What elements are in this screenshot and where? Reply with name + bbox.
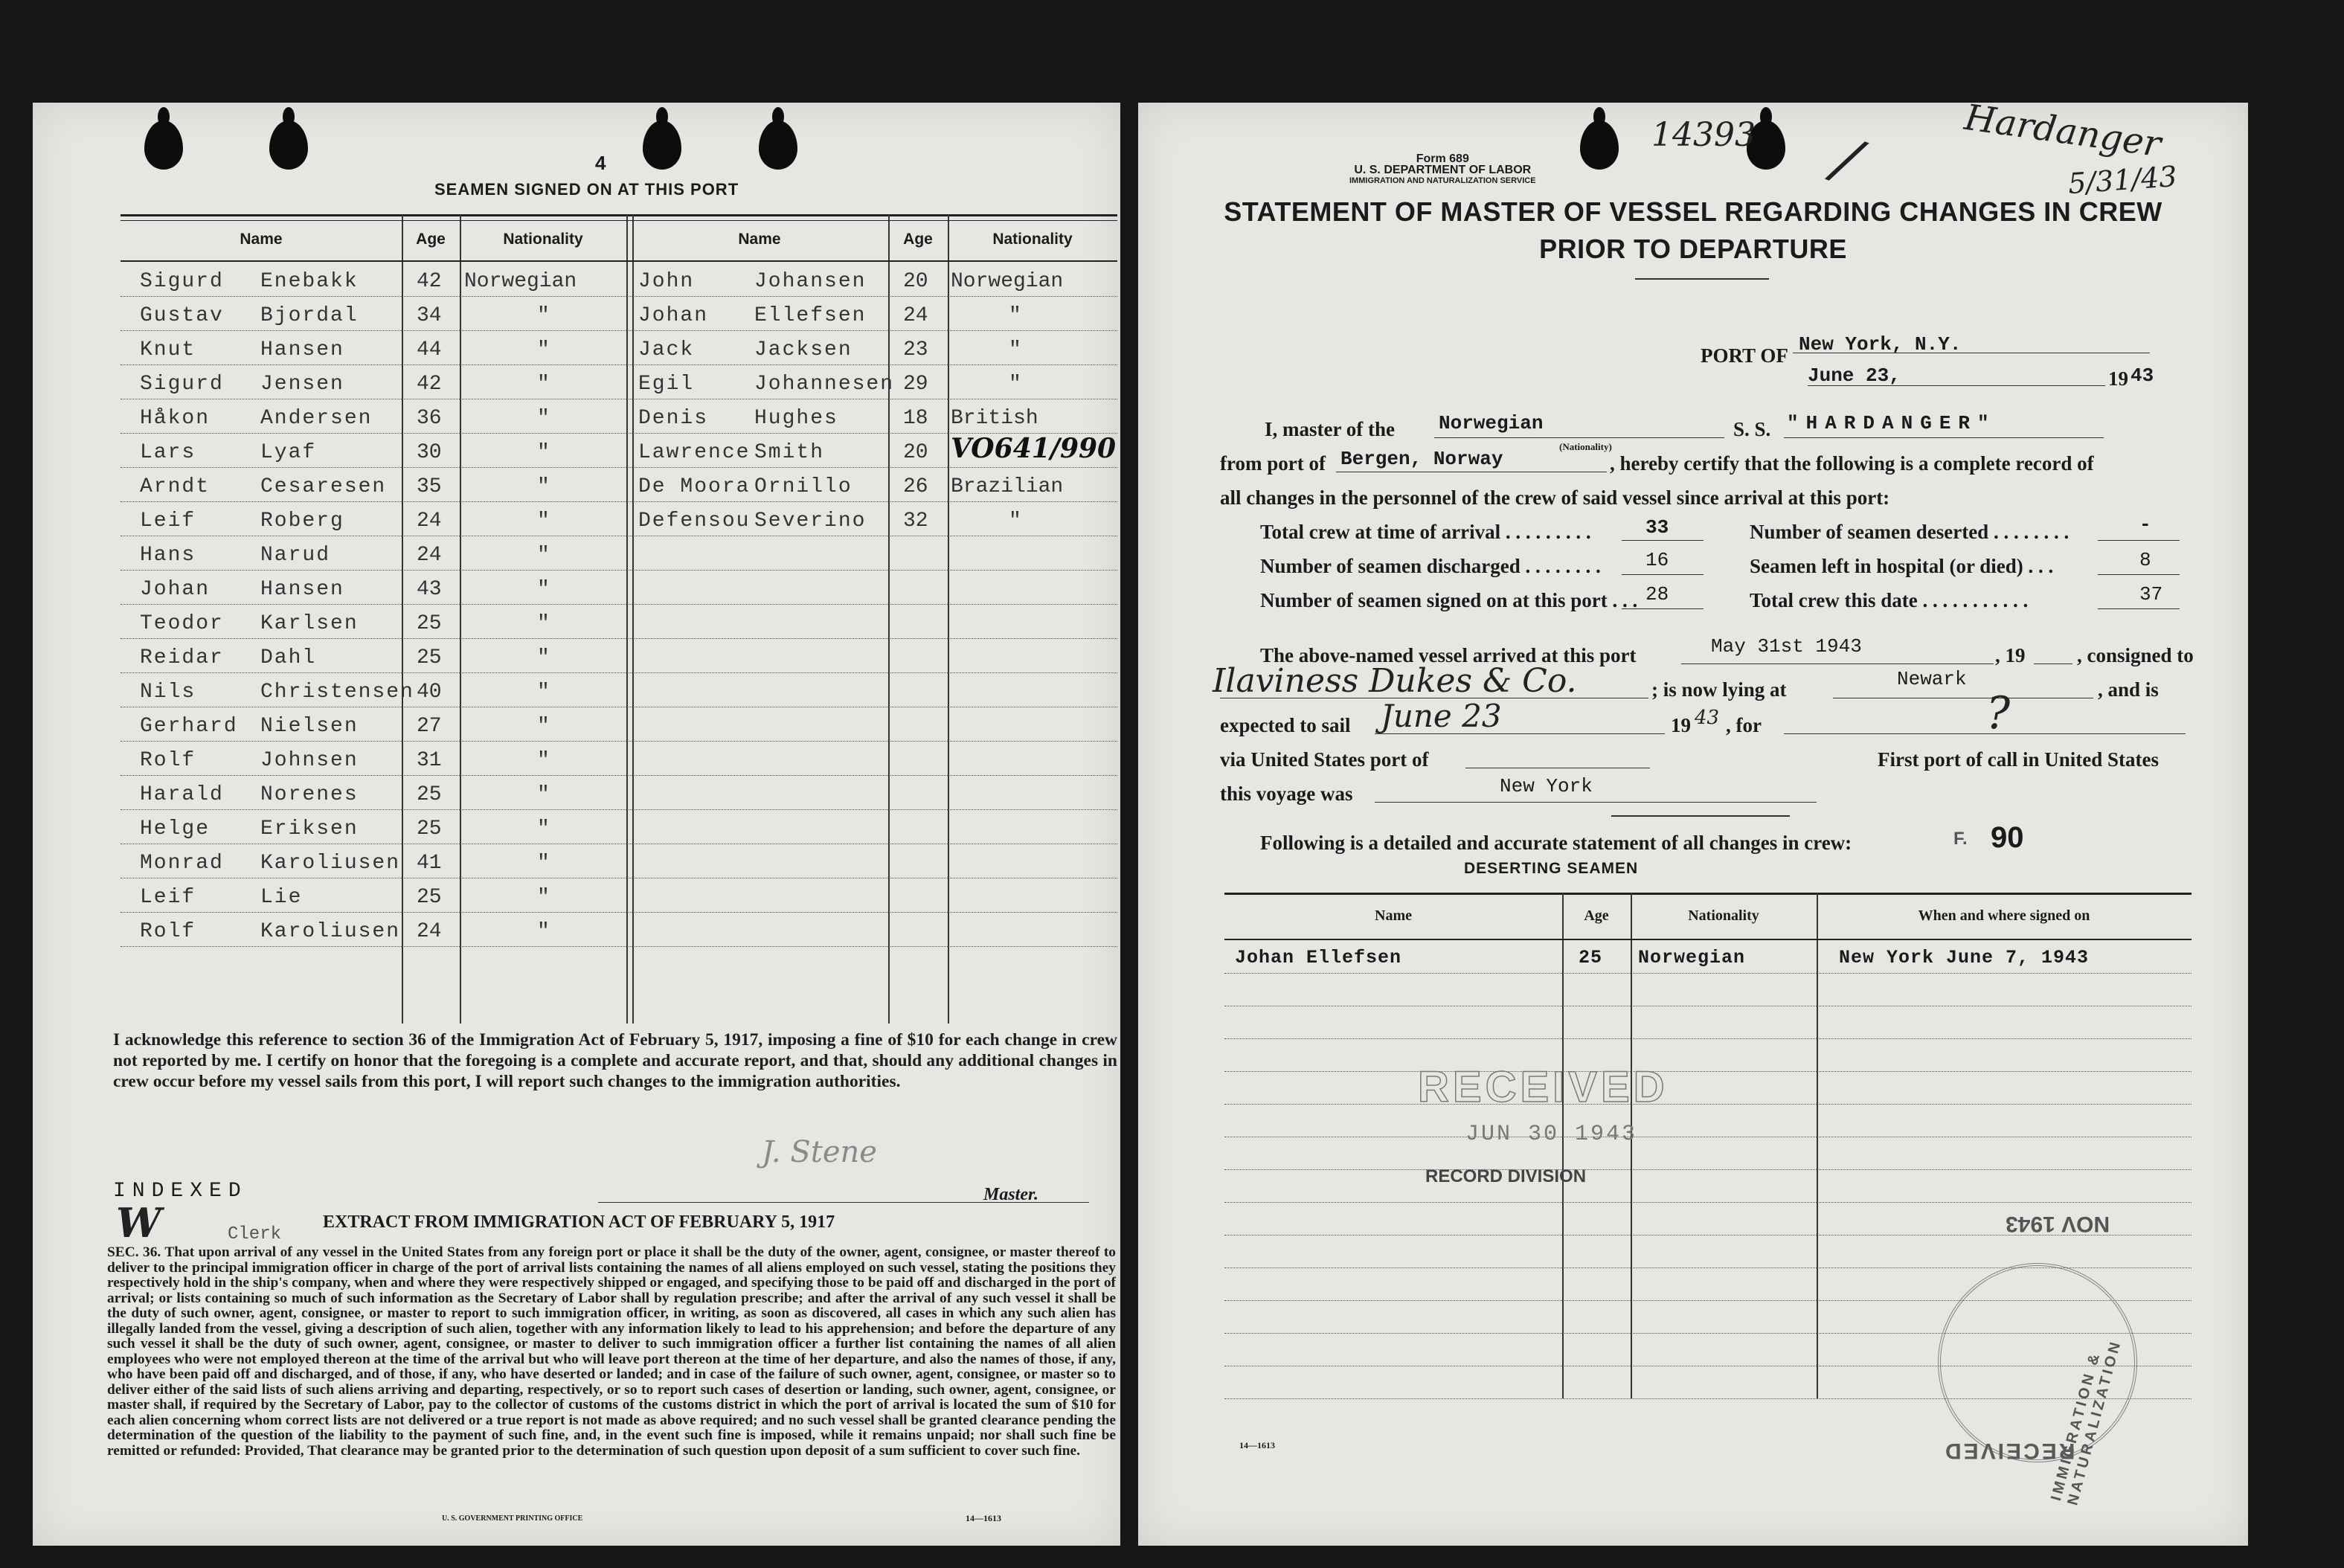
form-title-line2: PRIOR TO DEPARTURE (1539, 234, 1847, 264)
header-name-2: Name (738, 231, 781, 248)
voyage-label: this voyage was (1220, 783, 1353, 805)
date-value: June 23, (1808, 364, 1901, 387)
crew-age: 24 (417, 510, 442, 533)
crew-first-name: Johan (638, 304, 709, 327)
total-crew-date-label: Total crew this date . . . . . . . . . . . (1750, 589, 2029, 611)
crew-first-name: Egil (638, 373, 695, 396)
arrived-year: , 19 (1995, 644, 2026, 666)
crew-nationality: VO641/990 (951, 433, 1117, 464)
table-row (121, 536, 1117, 571)
deserter-age: 25 (1579, 947, 1603, 968)
crew-last-name: Lyaf (260, 441, 317, 464)
crew-first-name: Lawrence (638, 441, 751, 464)
crew-age: 25 (417, 646, 442, 669)
crew-nationality: " (1009, 338, 1021, 362)
crew-first-name: Denis (638, 407, 709, 430)
crew-age: 36 (417, 407, 442, 430)
crew-last-name: Hansen (260, 338, 344, 362)
crew-nationality: Norwegian (951, 270, 1064, 293)
crew-nationality: " (537, 475, 550, 498)
crew-first-name: Knut (140, 338, 196, 362)
first-port-label: First port of call in United States (1878, 748, 2159, 771)
total-crew-date: 37 (2139, 583, 2163, 605)
expected-year-value: 43 (1695, 707, 1720, 729)
master-of-label: I, master of the (1265, 418, 1395, 440)
ship-scrawl: Hardanger (1962, 96, 2164, 166)
header-signed-on: When and where signed on (1918, 907, 2090, 924)
crew-nationality: " (537, 646, 550, 669)
header-age: Age (1584, 907, 1609, 924)
crew-last-name: Ellefsen (754, 304, 867, 327)
crew-last-name: Cesaresen (260, 475, 387, 498)
form-header (1349, 153, 1536, 187)
arrived-year-line (2034, 641, 2072, 664)
via-label: via United States port of (1220, 748, 1429, 771)
crew-age: 34 (417, 304, 442, 327)
crew-nationality: " (537, 407, 550, 430)
consignee: Ilaviness Dukes & Co. (1213, 662, 1577, 700)
crew-first-name: Reidar (140, 646, 224, 669)
nationality-value: Norwegian (1439, 412, 1544, 434)
seamen-discharged: 16 (1645, 549, 1669, 571)
received-stamp-date: JUN 30 1943 (1465, 1122, 1638, 1147)
right-page (1138, 96, 2248, 1546)
master-signature: J. Stene (762, 1135, 877, 1169)
crew-nationality: Brazilian (951, 475, 1064, 498)
title-rule (1635, 278, 1769, 280)
total-crew-arrival: 33 (1645, 516, 1669, 539)
crew-nationality: " (537, 886, 550, 909)
crew-last-name: Andersen (260, 407, 373, 430)
crew-age: 42 (417, 373, 442, 396)
table-row (121, 878, 1117, 913)
crew-first-name: Rolf (140, 749, 196, 772)
crew-last-name: Severino (754, 510, 867, 533)
left-in-hospital-label: Seamen left in hospital (or died) . . . (1750, 555, 2054, 577)
expected-year: 19 (1671, 714, 1691, 736)
table-row (121, 330, 1117, 365)
form-title (1213, 193, 2174, 268)
from-port-label: from port of (1220, 452, 1326, 475)
crew-nationality: " (537, 441, 550, 464)
crew-last-name: Bjordal (260, 304, 359, 327)
crew-age: 24 (417, 920, 442, 943)
crew-first-name: John (638, 270, 695, 293)
crew-nationality: " (537, 817, 550, 841)
table-row (1224, 973, 2192, 1006)
crew-nationality: " (537, 578, 550, 601)
crew-age: 24 (903, 304, 928, 327)
header-nationality: Nationality (503, 231, 583, 248)
table-row (121, 262, 1117, 297)
crew-age: 43 (417, 578, 442, 601)
seamen-deserted-line (2098, 518, 2180, 541)
acknowledgement-text: I acknowledge this reference to section 36 of the Immigration Act of February 5, 1917, imposing a fine of $10 for each change in crew not reported by me. I certify on honor that the foregoing is a complete and accurate report, and that, should any additional changes in crew occur before my vessel sails from this port, I will report such changes to the immigration authorities. (113, 1030, 1117, 1091)
certify-text-2: all changes in the personnel of the crew of said vessel since arrival at this port: (1220, 486, 1890, 509)
lying-label: ; is now lying at (1651, 678, 1787, 701)
crew-nationality: Norwegian (464, 270, 577, 293)
for-label: , for (1726, 714, 1762, 736)
crew-nationality: " (537, 373, 550, 396)
total-crew-arrival-label: Total crew at time of arrival . . . . . . . . . (1260, 521, 1591, 543)
crew-last-name: Ornillo (754, 475, 852, 498)
crew-last-name: Jensen (260, 373, 344, 396)
crew-nationality: " (537, 920, 550, 943)
crew-first-name: Jack (638, 338, 695, 362)
year-prefix: 19 (2108, 367, 2128, 390)
header-nationality-2: Nationality (992, 231, 1073, 248)
table-row (1224, 940, 2192, 974)
crew-first-name: Leif (140, 510, 196, 533)
crew-nationality: " (1009, 510, 1021, 533)
printer-note: U. S. GOVERNMENT PRINTING OFFICE (442, 1514, 583, 1523)
crew-age: 25 (417, 783, 442, 806)
crew-last-name: Hansen (260, 578, 344, 601)
crew-last-name: Hughes (754, 407, 838, 430)
seamen-discharged-label: Number of seamen discharged . . . . . . . . (1260, 555, 1601, 577)
crew-first-name: Sigurd (140, 373, 224, 396)
port-value: New York, N.Y. (1799, 333, 1962, 356)
crew-first-name: Teodor (140, 612, 224, 635)
table-top-rule-2 (121, 220, 1117, 221)
ss-label: S. S. (1733, 418, 1771, 440)
deserter-name: Johan Ellefsen (1235, 947, 1402, 968)
crew-first-name: Helge (140, 817, 211, 841)
crew-first-name: Defensou (638, 510, 751, 533)
crew-last-name: Nielsen (260, 715, 359, 738)
service: IMMIGRATION AND NATURALIZATION SERVICE (1349, 176, 1536, 185)
crew-age: 23 (903, 338, 928, 362)
crew-age: 25 (417, 886, 442, 909)
voyage-value: New York (1500, 775, 1593, 797)
crew-nationality: " (537, 852, 550, 875)
crew-age: 31 (417, 749, 442, 772)
form-code: 14—1613 (1239, 1440, 1275, 1450)
crew-last-name: Dahl (260, 646, 317, 669)
clerk-initials: W (116, 1199, 161, 1247)
table-top-rule (1224, 893, 2192, 895)
port-label: PORT OF (1701, 344, 1788, 367)
crew-nationality: " (537, 510, 550, 533)
certify-text: , hereby certify that the following is a complete record of (1610, 452, 2094, 475)
signed-on-label: Number of seamen signed on at this port . . . (1260, 589, 1638, 611)
received-stamp: RECEIVED (1418, 1063, 1669, 1111)
arrived-value: May 31st 1943 (1711, 635, 1862, 658)
lying-value: Newark (1897, 668, 1967, 690)
crew-last-name: Norenes (260, 783, 359, 806)
header-age: Age (416, 231, 446, 248)
form-title-line1: STATEMENT OF MASTER OF VESSEL REGARDING CHANGES IN CREW (1224, 196, 2162, 227)
crew-last-name: Jacksen (754, 338, 852, 362)
nationality-caption: (Nationality) (1559, 441, 1612, 452)
extract-body: SEC. 36. That upon arrival of any vessel in the United States from any foreign port or place it shall be the duty of the owner, agent, consignee, or master thereof to deliver to the principal immigration officer in charge of the port of arrival lists containing the names of all aliens employed on such vessel, stating the positions they respectively hold in the ship's company, when and where they were respectively shipped or engaged, and specifying those to be paid off and discharged in the port of arrival; or lists containing so much of such information as the Secretary of Labor shall by regulation prescribe; and after the arrival of any such vessel it shall be the duty of such owner, agent, consignee, or master to report to such immigration officer, in writing, as soon as discovered, all cases in which any such alien has illegally landed from the vessel, giving a description of such alien, together with any information likely to lead to his apprehension; and before the departure of any such vessel it shall be the duty of such owner, agent, consignee, or master to deliver to such immigration officer a further list containing the names of all alien employees who were not employed thereon at the time of the arrival but who will leave port thereon at the time of her departure, and also the names of those, if any, who have been paid off and discharged, and of those, if any, who have deserted or landed; and in case of the failure of such owner, agent, consignee, or master so to deliver either of the said lists of such aliens arriving and departing, respectively, or so to report such cases of desertion or landing, such owner, agent, consignee, or master shall, if required by the Secretary of Labor, pay to the collector of customs of the customs district in which the port of arrival is located the sum of $10 for each alien concerning whom correct lists are not delivered or a true report is not made as above required; and no such vessel shall be granted clearance pending the determination of the question of the liability to the payment of such fine, and, in the event such fine is imposed, while it remains unpaid; nor shall such fine be remitted or refunded: Provided, That clearance may be granted prior to the determination of such question upon deposit of a sum sufficient to cover such fine. (107, 1244, 1116, 1459)
table-row (121, 912, 1117, 947)
crew-age: 26 (903, 475, 928, 498)
crew-first-name: Lars (140, 441, 196, 464)
crew-age: 40 (417, 681, 442, 704)
crew-age: 27 (417, 715, 442, 738)
crew-nationality: British (951, 407, 1038, 430)
table-row (1224, 1038, 2192, 1072)
file-number: 14393 (1651, 116, 1756, 154)
table-row (121, 638, 1117, 673)
left-in-hospital-line (2098, 552, 2180, 575)
deserter-nationality: Norwegian (1638, 947, 1746, 968)
master-label: Master. (983, 1185, 1039, 1204)
page-code: 90 (1991, 821, 2024, 854)
expected-value: June 23 (1381, 698, 1502, 734)
crew-nationality: " (537, 783, 550, 806)
crew-last-name: Karlsen (260, 612, 359, 635)
deserter-signed-on: New York June 7, 1943 (1839, 947, 2090, 968)
scrawl-date: 5/31/43 (2067, 159, 2178, 201)
total-crew-date-line (2098, 586, 2180, 609)
crew-first-name: De Moora (638, 475, 751, 498)
received-stamp-inverted: RECEIVED (1943, 1439, 2075, 1463)
table-row (121, 672, 1117, 707)
crew-last-name: Smith (754, 441, 825, 464)
table-row (121, 775, 1117, 810)
table-row (121, 296, 1117, 331)
table-row (121, 844, 1117, 878)
crew-nationality: " (537, 715, 550, 738)
following-text: Following is a detailed and accurate statement of all changes in crew: (1260, 832, 1852, 854)
date-stamp: NOV 1943 (2006, 1212, 2110, 1236)
table-row (1224, 1006, 2192, 1039)
crew-nationality: " (537, 304, 550, 327)
deserting-header: DESERTING SEAMEN (1464, 860, 1639, 877)
crew-age: 41 (417, 852, 442, 875)
form-code: 14—1613 (966, 1513, 1001, 1523)
header-name: Name (1375, 907, 1412, 924)
crew-first-name: Harald (140, 783, 224, 806)
crew-last-name: Lie (260, 886, 303, 909)
for-line (1784, 711, 2186, 734)
table-row (121, 399, 1117, 434)
crew-last-name: Johansen (754, 270, 867, 293)
section-rule (1611, 815, 1790, 817)
crew-nationality: " (537, 681, 550, 704)
voyage-line (1375, 780, 1817, 803)
crew-nationality: " (537, 612, 550, 635)
seamen-deserted: - (2139, 513, 2151, 536)
crew-nationality: " (537, 749, 550, 772)
table-row (121, 707, 1117, 742)
signed-on: 28 (1645, 583, 1669, 605)
crew-first-name: Håkon (140, 407, 211, 430)
crew-age: 24 (417, 544, 442, 567)
crew-last-name: Eriksen (260, 817, 359, 841)
punch-hole (759, 121, 797, 170)
crew-last-name: Roberg (260, 510, 344, 533)
slash-mark: / (1826, 123, 1869, 196)
crew-last-name: Karoliusen (260, 920, 401, 943)
seal-text: IMMIGRATION & NATURALIZATION (2048, 1337, 2125, 1508)
punch-hole (643, 121, 681, 170)
crew-first-name: Gerhard (140, 715, 238, 738)
table-row (121, 570, 1117, 605)
table-row (1224, 1104, 2192, 1137)
header-name: Name (240, 231, 283, 248)
crew-first-name: Gustav (140, 304, 224, 327)
table-row (121, 809, 1117, 844)
consigned-label: , consigned to (2077, 644, 2194, 666)
page-code-prefix: F. (1953, 829, 1968, 849)
crew-nationality: " (1009, 373, 1021, 396)
table-row (121, 433, 1117, 468)
crew-first-name: Arndt (140, 475, 211, 498)
crew-first-name: Rolf (140, 920, 196, 943)
crew-last-name: Johannesen (754, 373, 895, 396)
seamen-deserted-label: Number of seamen deserted . . . . . . . . (1750, 521, 2070, 543)
crew-age: 25 (417, 612, 442, 635)
page-title: SEAMEN SIGNED ON AT THIS PORT (434, 180, 739, 199)
crew-age: 18 (903, 407, 928, 430)
crew-age: 20 (903, 270, 928, 293)
for-value: ? (1986, 687, 2011, 739)
crew-first-name: Sigurd (140, 270, 224, 293)
crew-age: 30 (417, 441, 442, 464)
crew-first-name: Johan (140, 578, 211, 601)
crew-first-name: Nils (140, 681, 196, 704)
crew-last-name: Johnsen (260, 749, 359, 772)
header-age-2: Age (903, 231, 933, 248)
crew-age: 35 (417, 475, 442, 498)
punch-hole (144, 121, 183, 170)
crew-nationality: " (537, 338, 550, 362)
crew-age: 29 (903, 373, 928, 396)
department: U. S. DEPARTMENT OF LABOR (1354, 164, 1532, 176)
crew-nationality: " (1009, 304, 1021, 327)
crew-age: 42 (417, 270, 442, 293)
left-in-hospital: 8 (2139, 549, 2151, 571)
ship-name: "HARDANGER" (1787, 412, 1997, 434)
table-row (1224, 1169, 2192, 1203)
crew-last-name: Enebakk (260, 270, 359, 293)
table-row (1224, 1137, 2192, 1170)
left-page (33, 103, 1120, 1546)
table-row (121, 364, 1117, 399)
extract-title: EXTRACT FROM IMMIGRATION ACT OF FEBRUARY 5, 1917 (323, 1212, 835, 1232)
crew-last-name: Christensen (260, 681, 414, 704)
crew-age: 20 (903, 441, 928, 464)
page-number: 4 (595, 152, 606, 174)
arrived-label: The above-named vessel arrived at this port (1260, 644, 1637, 666)
crew-last-name: Narud (260, 544, 331, 567)
punch-hole (269, 121, 308, 170)
from-port-value: Bergen, Norway (1340, 448, 1503, 470)
year-value: 43 (2131, 364, 2154, 387)
via-line (1465, 745, 1650, 768)
and-is-label: , and is (2098, 678, 2159, 701)
crew-age: 25 (417, 817, 442, 841)
crew-first-name: Hans (140, 544, 196, 567)
crew-nationality: " (537, 544, 550, 567)
crew-first-name: Monrad (140, 852, 224, 875)
table-top-rule (121, 214, 1117, 216)
header-nationality: Nationality (1688, 907, 1759, 924)
form-number: Form 689 (1416, 152, 1469, 165)
punch-hole (1580, 121, 1619, 170)
indexed-stamp: INDEXED (113, 1180, 248, 1203)
record-division-stamp: RECORD DIVISION (1425, 1166, 1587, 1186)
table-row (121, 604, 1117, 639)
table-row (1224, 1071, 2192, 1105)
table-row (121, 501, 1117, 536)
expected-label: expected to sail (1220, 714, 1351, 736)
crew-age: 32 (903, 510, 928, 533)
crew-first-name: Leif (140, 886, 196, 909)
table-row (121, 741, 1117, 776)
table-row (121, 467, 1117, 502)
crew-age: 44 (417, 338, 442, 362)
crew-last-name: Karoliusen (260, 852, 401, 875)
seamen-signed-on-table (121, 214, 1117, 1024)
clerk-label: Clerk (228, 1224, 282, 1244)
